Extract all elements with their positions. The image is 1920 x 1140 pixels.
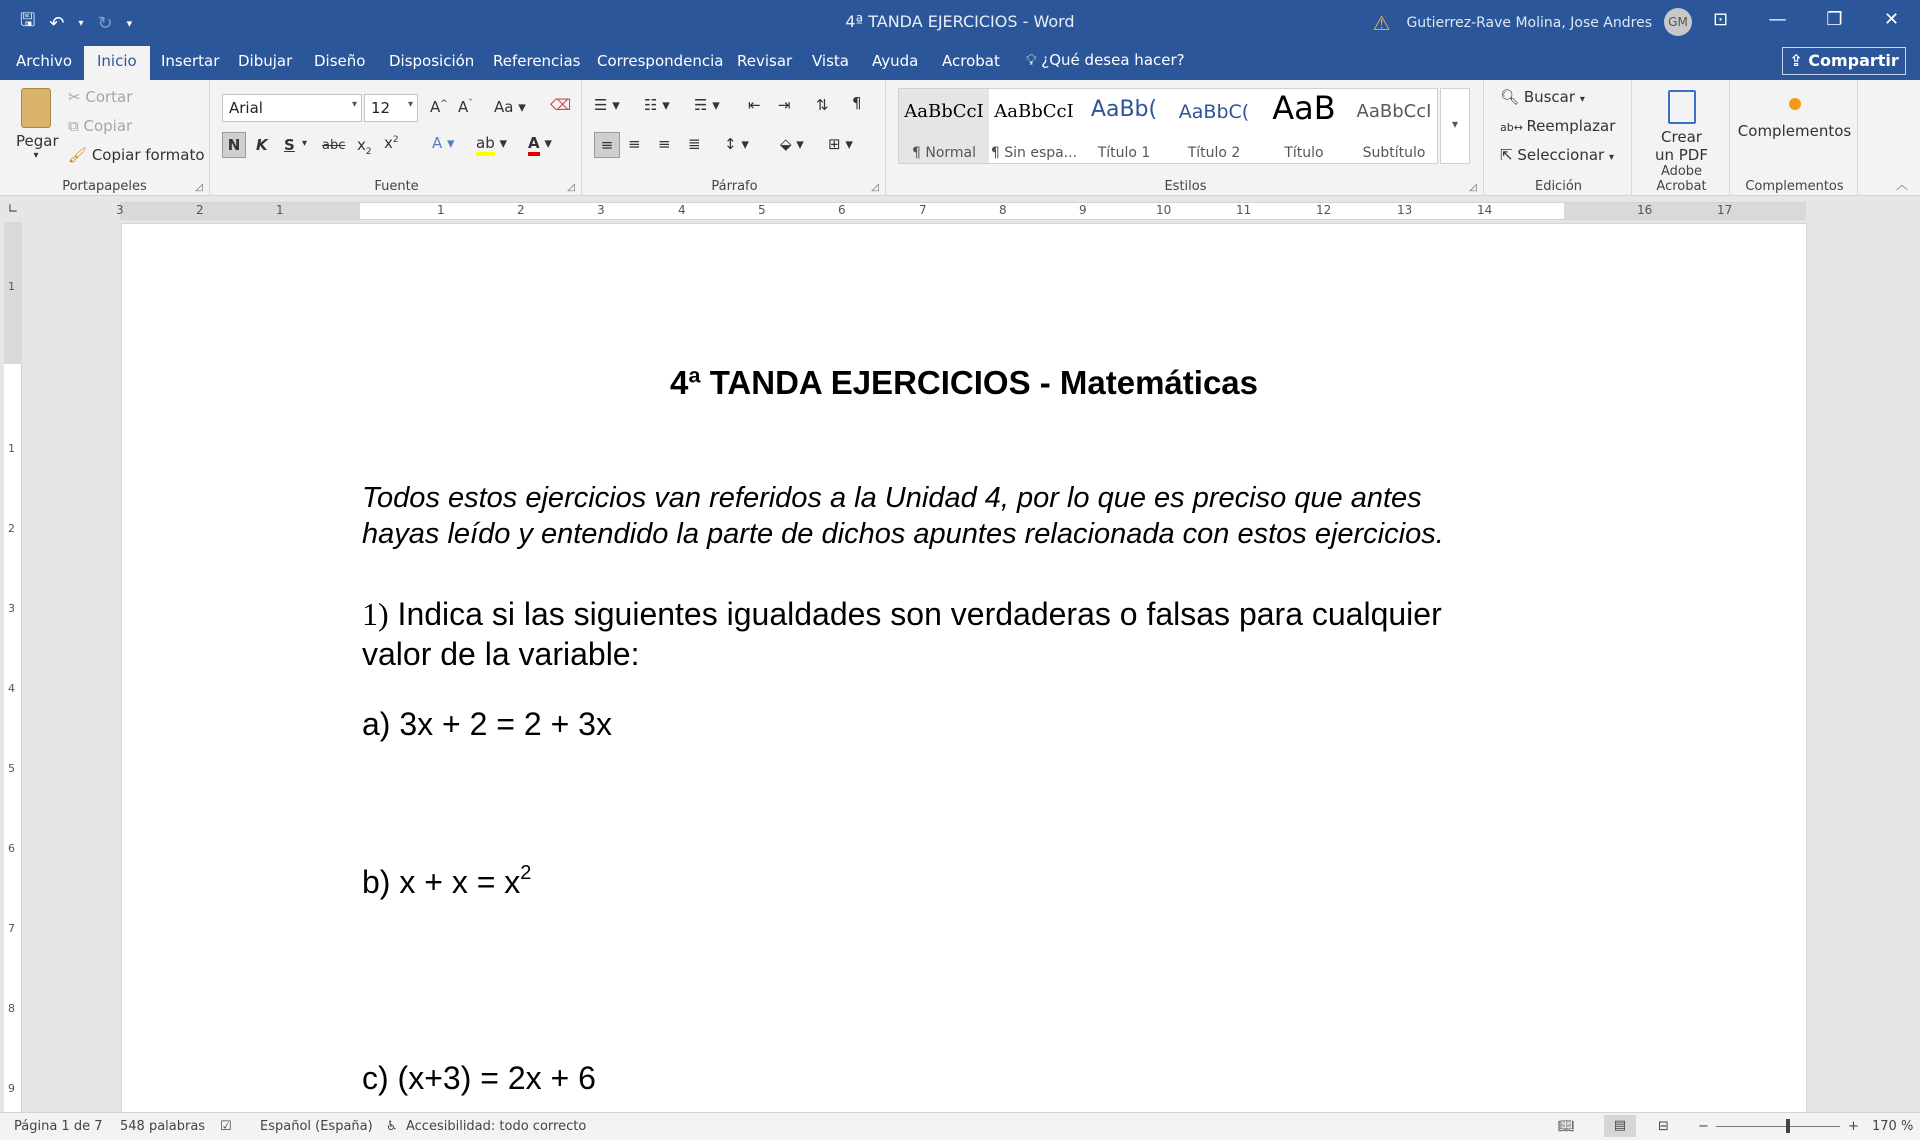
create-pdf-label-line1: Crear <box>1661 128 1702 146</box>
question-text: Indica si las siguientes igualdades son verdaderas o falsas para cualquier <box>388 596 1442 632</box>
style-subtitle[interactable] <box>1349 89 1439 163</box>
dialog-launcher-icon[interactable]: ◿ <box>1469 182 1477 193</box>
intro-line: hayas leído y entendido la parte de dichos apuntes relacionada con estos ejercicios. <box>362 518 1444 550</box>
paste-dropdown-icon: ▾ <box>33 150 39 161</box>
zoom-slider[interactable] <box>1716 1126 1840 1127</box>
bold-button[interactable]: N <box>222 132 246 158</box>
ruler-number: 6 <box>8 842 15 855</box>
replace-icon: ab↔ <box>1500 121 1527 134</box>
ribbon-display-options-icon[interactable]: ⊡ <box>1712 9 1729 30</box>
align-center-icon[interactable]: ≡ <box>628 135 641 153</box>
ruler-number: 2 <box>196 203 204 217</box>
tab-diseno[interactable]: Diseño <box>314 52 366 70</box>
borders-icon[interactable]: ⊞ ▾ <box>828 135 853 153</box>
zoom-slider-thumb[interactable] <box>1786 1119 1790 1133</box>
addins-group <box>1732 80 1858 196</box>
language-status[interactable]: Español (España) <box>260 1119 373 1134</box>
ruler-number: 2 <box>517 203 525 217</box>
style-no-spacing[interactable] <box>989 89 1079 163</box>
pdf-icon <box>1668 90 1696 124</box>
ruler-number: 1 <box>276 203 284 217</box>
find-button[interactable]: 🔍︎ Buscar ▾ <box>1500 88 1585 106</box>
status-bar <box>0 1112 1920 1140</box>
paste-label: Pegar <box>16 132 59 150</box>
highlight-icon[interactable]: ab ▾ <box>476 134 507 152</box>
web-layout-icon[interactable]: ⊟ <box>1658 1119 1669 1134</box>
window-controls <box>1692 0 1920 42</box>
select-button[interactable]: ⇱ Seleccionar ▾ <box>1500 146 1615 164</box>
clipboard-group <box>0 80 210 196</box>
brush-icon: 🖌︎ <box>68 146 92 164</box>
style-preview: AaBbCcI <box>904 101 984 122</box>
increase-indent-icon[interactable]: ⇥ <box>778 96 791 114</box>
ruler-number: 5 <box>8 762 15 775</box>
accessibility-icon[interactable]: ♿︎ <box>386 1119 398 1134</box>
align-right-icon[interactable]: ≡ <box>658 135 671 153</box>
tab-revisar[interactable]: Revisar <box>737 52 793 70</box>
ruler-number: 3 <box>8 602 15 615</box>
read-mode-icon[interactable]: 📖︎ <box>1558 1119 1575 1134</box>
question-text: valor de la variable: <box>362 636 640 672</box>
group-label-acrobat: Adobe Acrobat <box>1656 164 1707 194</box>
intro-line: Todos estos ejercicios van referidos a la Unidad 4, por lo que es preciso que antes <box>362 482 1422 514</box>
underline-dropdown-icon[interactable]: ▾ <box>302 138 308 149</box>
avatar[interactable]: GM <box>1664 8 1692 36</box>
ruler-number: 7 <box>8 922 15 935</box>
ruler-number: 5 <box>758 203 766 217</box>
redo-icon[interactable]: ↻ <box>97 12 113 34</box>
ruler-number: 4 <box>8 682 15 695</box>
intro-paragraph[interactable] <box>362 480 1556 552</box>
create-pdf-button[interactable] <box>1634 90 1729 164</box>
styles-gallery <box>898 88 1438 164</box>
show-marks-icon[interactable]: ¶ <box>852 94 862 112</box>
share-icon: ⇪ <box>1789 51 1809 70</box>
ruler-number: 7 <box>919 203 927 217</box>
ruler-number: 14 <box>1477 203 1493 217</box>
restore-icon[interactable]: ❐ <box>1826 9 1843 30</box>
styles-more-button[interactable] <box>1440 88 1470 164</box>
style-name: Título <box>1284 145 1324 161</box>
question-1[interactable] <box>362 594 1556 674</box>
editing-group <box>1486 80 1632 196</box>
share-label: Compartir <box>1808 51 1899 70</box>
copy-label: Copiar <box>83 117 133 135</box>
ruler-number: 9 <box>8 1082 15 1095</box>
exercise-item-b-exponent: 2 <box>520 862 532 884</box>
tab-dibujar[interactable]: Dibujar <box>238 52 293 70</box>
superscript-icon[interactable]: $x^2$ <box>384 134 399 152</box>
font-name-value: Arial <box>229 99 263 117</box>
group-label-clipboard: Portapapeles <box>62 179 147 194</box>
acrobat-group <box>1634 80 1730 196</box>
group-label-editing: Edición <box>1534 179 1583 194</box>
bullets-icon[interactable]: ☰ ▾ <box>594 96 620 114</box>
tab-inicio[interactable]: Inicio <box>84 46 150 80</box>
exercise-item-b[interactable] <box>362 862 531 901</box>
zoom-out-icon[interactable]: − <box>1698 1119 1709 1134</box>
exercise-item-a[interactable]: a) 3x + 2 = 2 + 3x <box>362 706 612 742</box>
italic-button[interactable]: K <box>256 136 268 154</box>
undo-dropdown-icon[interactable]: ▾ <box>78 17 84 29</box>
document-canvas[interactable] <box>22 222 1920 1112</box>
accessibility-status[interactable]: Accesibilidad: todo correcto <box>406 1119 587 1134</box>
tab-referencias[interactable]: Referencias <box>493 52 581 70</box>
zoom-level[interactable]: 170 % <box>1872 1119 1914 1134</box>
style-name: Subtítulo <box>1362 145 1426 161</box>
cursor-icon: ⇱ <box>1500 146 1518 164</box>
minimize-icon[interactable]: — <box>1768 9 1787 30</box>
style-title[interactable] <box>1259 89 1349 163</box>
addins-label: Complementos <box>1737 122 1852 140</box>
tab-correspondencia[interactable]: Correspondencia <box>597 52 724 70</box>
decrease-indent-icon[interactable]: ⇤ <box>748 96 761 114</box>
tell-me-label: ¿Qué desea hacer? <box>1041 51 1185 69</box>
search-icon: 🔍︎ <box>1500 88 1524 106</box>
ribbon-tabs <box>0 42 1920 80</box>
numbering-icon[interactable]: ☷ ▾ <box>644 96 670 114</box>
font-color-icon[interactable]: A ▾ <box>528 134 552 152</box>
grow-font-icon[interactable]: A^ <box>430 98 448 116</box>
ruler-number: 6 <box>838 203 846 217</box>
ruler-number: 8 <box>8 1002 15 1015</box>
exercise-item-b-base: b) x + x = x <box>362 864 521 900</box>
font-size-combo[interactable] <box>364 94 418 122</box>
shading-icon[interactable]: ⬙ ▾ <box>780 135 804 153</box>
ruler-number: 4 <box>678 203 686 217</box>
line-spacing-icon[interactable]: ↕ ▾ <box>724 135 749 153</box>
warning-icon[interactable]: ⚠ <box>1372 11 1391 35</box>
justify-icon[interactable]: ≣ <box>688 135 701 153</box>
dialog-launcher-icon[interactable]: ◿ <box>871 182 879 193</box>
ribbon <box>0 80 1920 196</box>
style-normal[interactable] <box>899 89 989 163</box>
document-title[interactable]: 4ª TANDA EJERCICIOS - Matemáticas <box>669 364 1259 401</box>
ruler-number: 12 <box>1316 203 1332 217</box>
question-number: 1) <box>362 596 389 632</box>
user-area <box>1373 11 1653 35</box>
subscript-icon[interactable]: $x_2$ <box>357 136 372 157</box>
create-pdf-label-line2: un PDF <box>1654 146 1708 164</box>
format-painter-button[interactable] <box>68 146 205 164</box>
style-name: ¶ Normal <box>911 145 976 161</box>
tab-insertar[interactable]: Insertar <box>161 52 220 70</box>
group-label-paragraph: Párrafo <box>711 179 758 194</box>
ruler-number: 2 <box>8 522 15 535</box>
tab-ayuda[interactable]: Ayuda <box>872 52 919 70</box>
align-left-icon[interactable]: ≡ <box>594 132 620 158</box>
ruler-number: 1 <box>8 442 15 455</box>
style-preview: AaBbC( <box>1178 101 1250 123</box>
addins-icon <box>1789 98 1801 110</box>
ruler-number: 10 <box>1156 203 1172 217</box>
horizontal-ruler[interactable] <box>116 202 1806 220</box>
style-name: Título 1 <box>1097 145 1151 161</box>
ruler-number: 1 <box>437 203 445 217</box>
font-name-combo[interactable] <box>222 94 362 122</box>
lightbulb-icon: 💡︎ <box>1026 51 1042 69</box>
ruler-number: 1 <box>8 280 15 293</box>
chevron-down-icon: ▾ <box>351 99 357 110</box>
tab-vista[interactable]: Vista <box>812 52 849 70</box>
ruler-number: 16 <box>1637 203 1653 217</box>
copy-icon: ⧉ <box>68 117 84 135</box>
multilevel-list-icon[interactable]: ☴ ▾ <box>694 96 720 114</box>
style-preview: AaBbCcI <box>1356 101 1432 122</box>
word-count[interactable]: 548 palabras <box>120 1119 206 1134</box>
paste-icon <box>21 88 51 128</box>
style-preview: AaBb( <box>1090 97 1158 122</box>
ruler-number: 3 <box>116 203 124 217</box>
group-label-addins: Complementos <box>1745 179 1844 194</box>
cut-button[interactable] <box>68 88 132 106</box>
style-heading-2[interactable] <box>1169 89 1259 163</box>
scissors-icon: ✂ <box>68 88 86 106</box>
underline-button[interactable]: S <box>284 136 295 154</box>
style-preview: AaBbCcI <box>994 101 1074 122</box>
save-icon[interactable]: 🖫 <box>20 10 36 31</box>
ruler-top-margin <box>4 222 22 364</box>
group-label-font: Fuente <box>374 179 419 194</box>
copy-button[interactable] <box>68 117 132 135</box>
format-painter-label: Copiar formato <box>91 146 205 164</box>
dialog-launcher-icon[interactable]: ◿ <box>567 182 575 193</box>
tell-me-search[interactable] <box>1026 51 1185 69</box>
font-size-value: 12 <box>371 99 391 117</box>
style-heading-1[interactable] <box>1079 89 1169 163</box>
strikethrough-button[interactable]: abc <box>322 138 346 153</box>
tab-selector[interactable]: ∟ <box>7 202 19 217</box>
document-page[interactable] <box>122 224 1806 1112</box>
ruler-number: 11 <box>1236 203 1252 217</box>
customize-qat-icon[interactable]: ▾ <box>126 16 133 30</box>
ruler-right-margin <box>1564 203 1806 219</box>
style-preview: AaB <box>1272 89 1336 127</box>
select-label: Seleccionar <box>1517 146 1605 164</box>
tab-disposicion[interactable]: Disposición <box>389 52 475 70</box>
cut-label: Cortar <box>85 88 133 106</box>
ruler-number: 8 <box>999 203 1007 217</box>
proofing-icon[interactable]: ☑ <box>220 1119 232 1134</box>
group-label-styles: Estilos <box>1164 179 1207 194</box>
ruler-number: 13 <box>1397 203 1413 217</box>
clear-formatting-icon[interactable]: ⌫ <box>550 96 572 114</box>
print-layout-icon[interactable]: ▤ <box>1604 1115 1636 1137</box>
shrink-font-icon[interactable]: $A^ˇ$ <box>458 98 473 116</box>
text-effects-icon[interactable]: A ▾ <box>432 134 455 152</box>
find-label: Buscar <box>1523 88 1576 106</box>
ruler-number: 17 <box>1717 203 1733 217</box>
exercise-item-c[interactable]: c) (x+3) = 2x + 6 <box>362 1060 596 1096</box>
window-title: 4ª TANDA EJERCICIOS - Word <box>845 12 1075 31</box>
dialog-launcher-icon[interactable]: ◿ <box>195 182 203 193</box>
change-case-icon[interactable]: Aa ▾ <box>494 98 526 116</box>
user-name[interactable]: Gutierrez-Rave Molina, Jose Andres <box>1406 15 1652 31</box>
sort-icon[interactable]: ⇅ <box>816 96 829 114</box>
undo-icon[interactable]: ↶ <box>49 12 65 34</box>
tab-archivo[interactable]: Archivo <box>16 52 73 70</box>
close-icon[interactable]: ✕ <box>1883 9 1900 30</box>
ruler-number: 9 <box>1079 203 1087 217</box>
paste-button[interactable] <box>16 88 59 161</box>
replace-label: Reemplazar <box>1526 117 1616 135</box>
paragraph-group <box>584 80 886 196</box>
ruler-number: 3 <box>597 203 605 217</box>
share-button[interactable] <box>1782 47 1906 75</box>
page-count[interactable]: Página 1 de 7 <box>14 1119 103 1134</box>
replace-button[interactable] <box>1500 117 1615 135</box>
collapse-ribbon-icon[interactable]: ︿ <box>1895 178 1908 192</box>
zoom-in-icon[interactable]: + <box>1848 1119 1859 1134</box>
ruler-left-margin <box>120 203 360 219</box>
title-bar <box>0 0 1920 42</box>
style-name: Título 2 <box>1187 145 1241 161</box>
vertical-ruler[interactable] <box>4 222 22 1112</box>
style-name: ¶ Sin espa... <box>990 145 1078 161</box>
tab-acrobat[interactable]: Acrobat <box>942 52 1000 70</box>
chevron-down-icon: ▾ <box>407 99 413 110</box>
addins-button[interactable] <box>1732 98 1857 140</box>
chevron-down-icon: ▾ <box>1451 117 1459 131</box>
font-group <box>212 80 582 196</box>
